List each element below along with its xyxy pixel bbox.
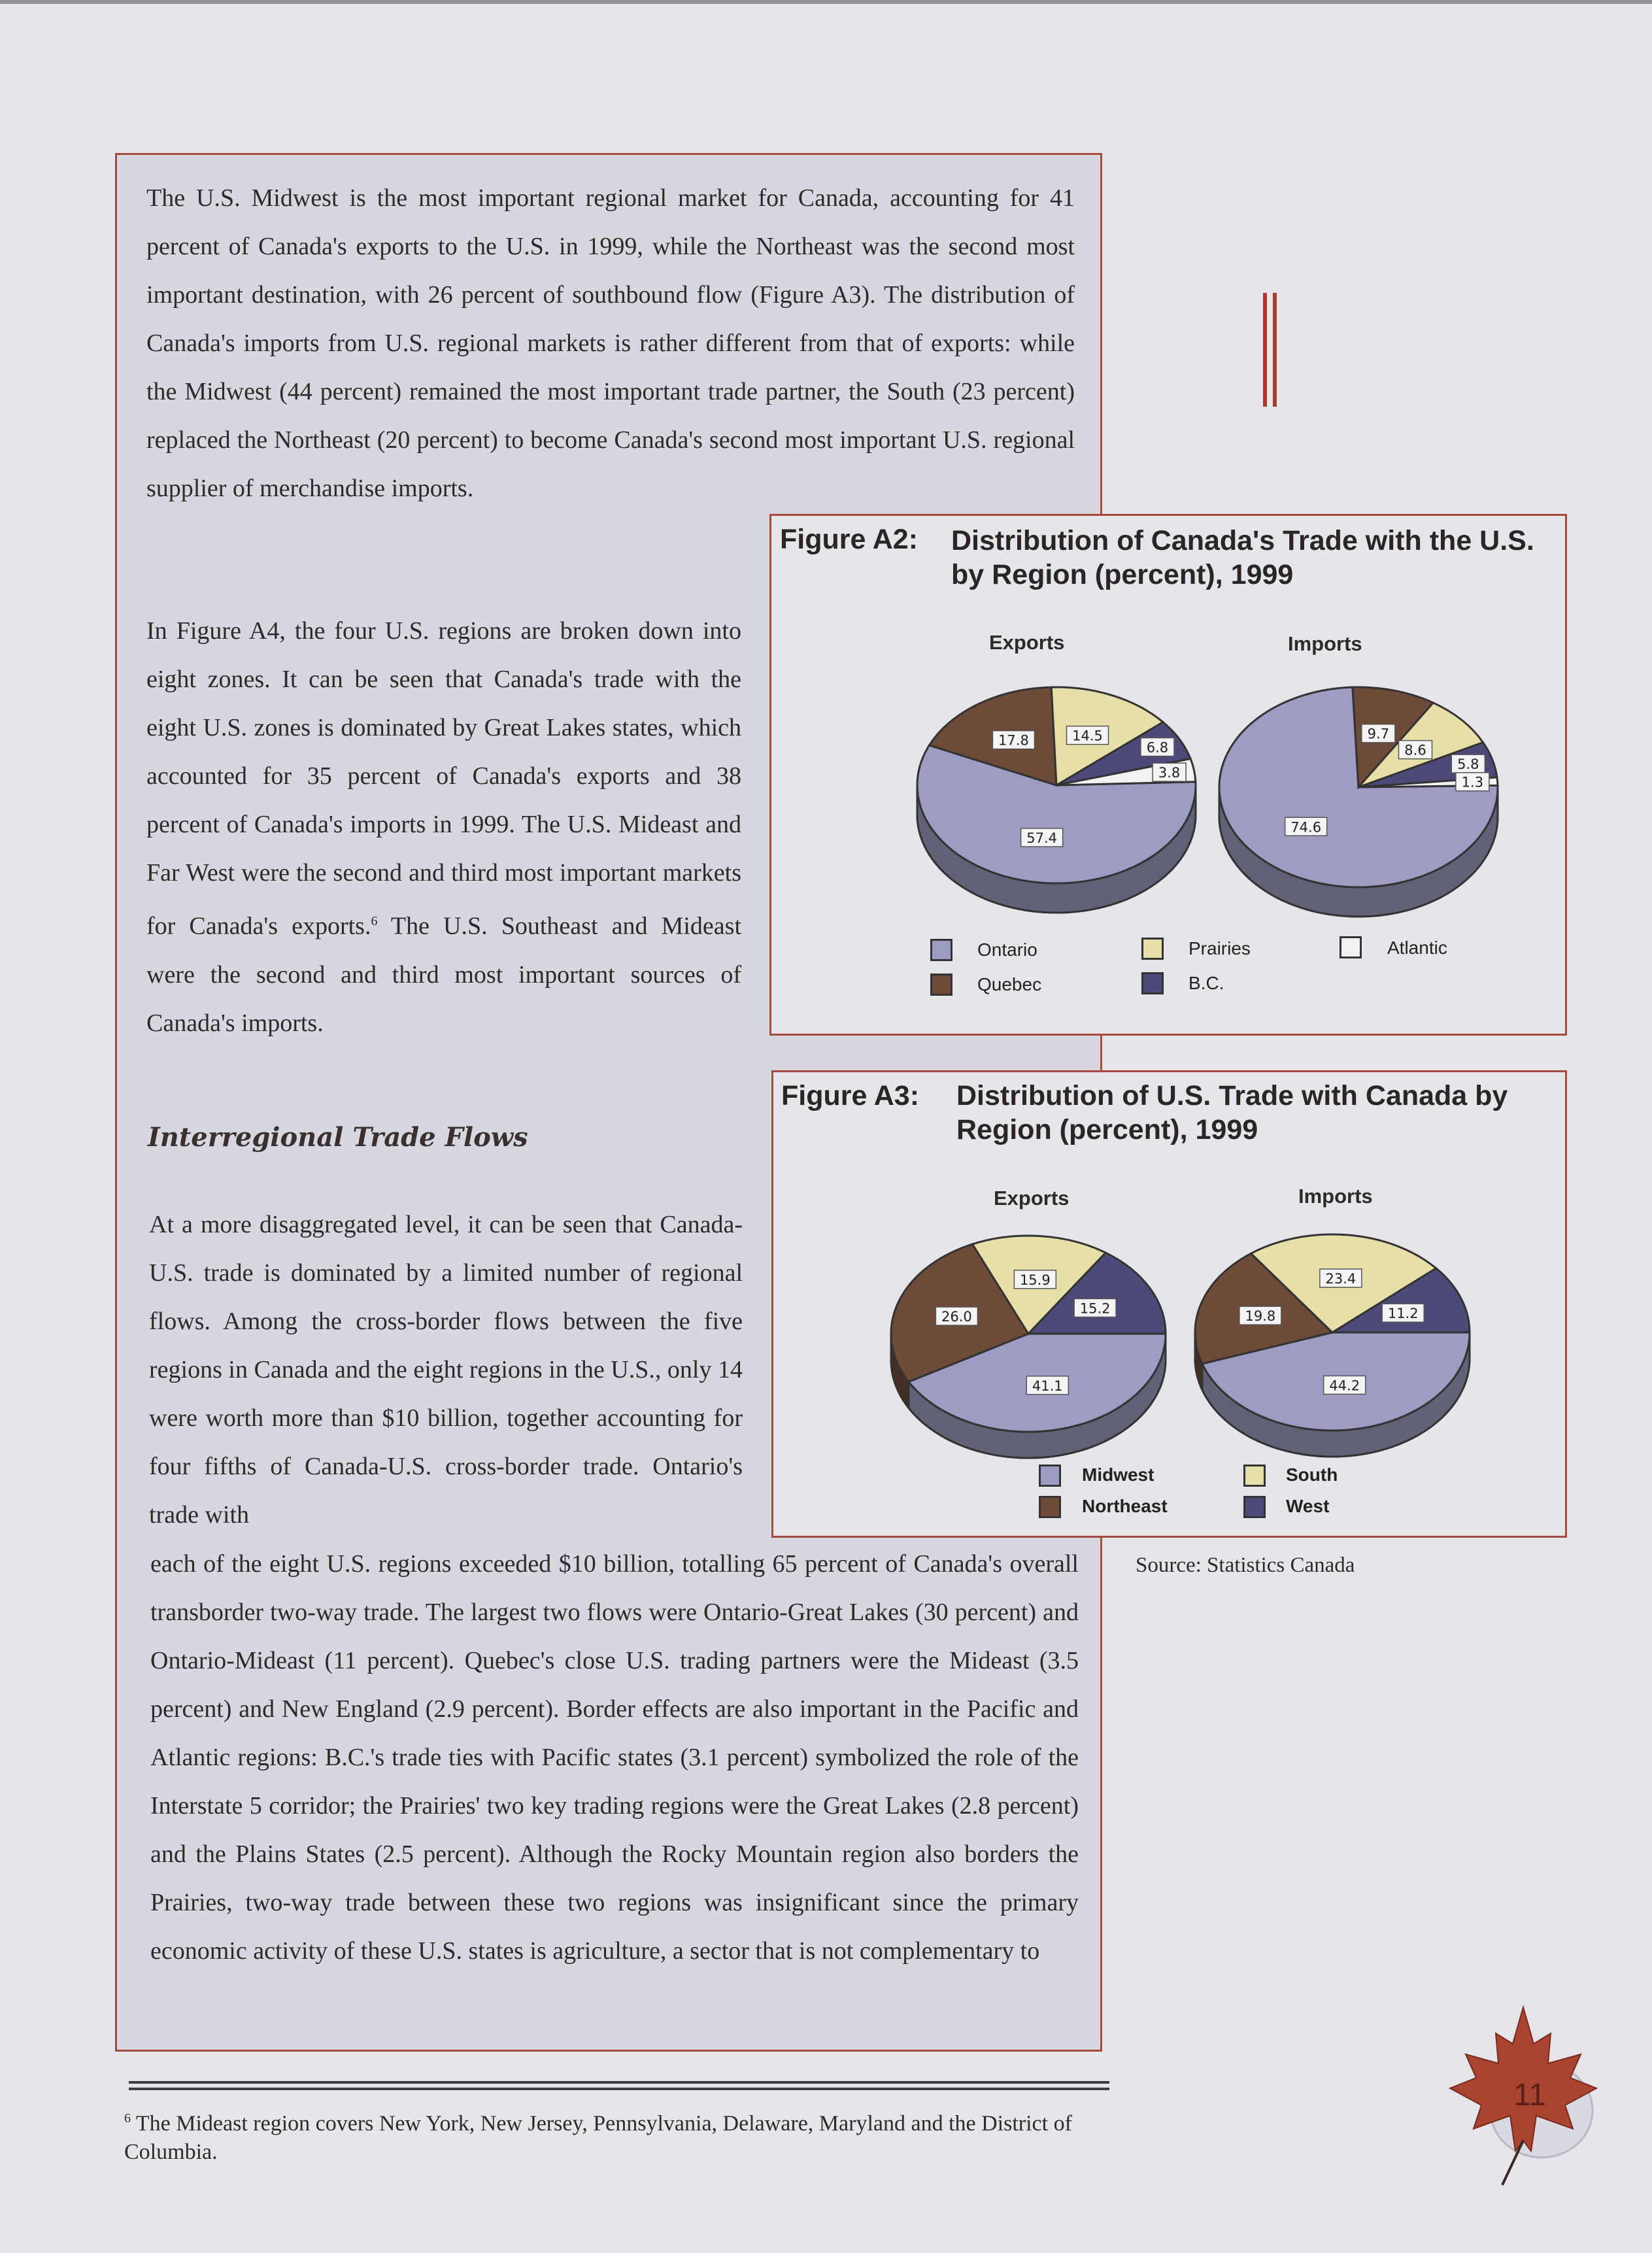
figure-a3-label: Figure A3: — [781, 1080, 920, 1111]
pie-label-bc: 5.8 — [1457, 756, 1479, 773]
legend-atlantic: Atlantic — [1387, 938, 1447, 958]
footnote-ref: 6 — [371, 914, 378, 928]
legend-swatch-south — [1243, 1465, 1266, 1487]
pie-label-northeast: 19.8 — [1245, 1308, 1276, 1325]
paragraph-figure-a4-tail: The U.S. Southeast and Mideast were the second and third most important sources of Canada's imports. — [146, 912, 741, 1037]
paragraph-midwest: The U.S. Midwest is the most important regional market for Canada, accounting for 41 percent of Canada's exports to the U.S. in 1999, while the Northeast was the second most important destination, with 26 percent of southbound flow (Figure A3). The distribution of Canada's imports from U.S. regional markets is rather different from that of exports: while the Midwest (44 percent) remained the most important trade partner, the South (23 percent) replaced the Northeast (20 percent) to become Canada's second most important U.S. regional supplier of merchandise imports. — [146, 184, 1075, 502]
pie-label-prairies: 8.6 — [1404, 742, 1426, 758]
figure-a3-exports-title: Exports — [994, 1187, 1070, 1210]
pie-label-ontario: 57.4 — [1026, 830, 1058, 846]
legend-swatch-atlantic — [1340, 936, 1362, 958]
section-heading: Interregional Trade Flows — [148, 1122, 528, 1153]
legend-swatch-ontario — [930, 939, 952, 961]
paragraph-interregional-cont: each of the eight U.S. regions exceeded $10 billion, totalling 65 percent of Canada's overall transborder two-way trade. The largest two flows were Ontario-Great Lakes (30 percent) and Ontario-Mideast (11 percent). Quebec's close U.S. trading partners were the Mideast (3.5 percent) and New England (2.9 percent). Border effects are also important in the Pacific and Atlantic regions: B.C.'s trade ties with Pacific states (3.1 percent) symbolized the role of the Interstate 5 corridor; the Prairies' two key trading regions were the Great Lakes (2.8 percent) and the Plains States (2.5 percent). Although the Rocky Mountain region also borders the Prairies, two-way trade between these two regions was insignificant since the primary economic activity of these U.S. states is agriculture, a sector that is not complementary to — [150, 1550, 1079, 1965]
decorative-bar-left — [1263, 293, 1267, 407]
source-note: Source: Statistics Canada — [1136, 1553, 1355, 1577]
maple-leaf-logo — [1425, 2001, 1621, 2197]
figure-a2-imports-title: Imports — [1288, 632, 1362, 655]
legend-swatch-quebec — [930, 974, 952, 996]
legend-swatch-midwest — [1039, 1465, 1061, 1487]
legend-bc: B.C. — [1188, 973, 1224, 993]
legend-swatch-prairies — [1141, 938, 1164, 960]
figure-a3-exports-pie — [773, 1072, 1565, 1536]
top-edge-line — [0, 0, 1652, 4]
figure-a3-panel — [771, 1070, 1567, 1538]
pie-label-midwest: 44.2 — [1329, 1378, 1360, 1394]
legend-swatch-west — [1243, 1496, 1266, 1518]
pie-label-south: 23.4 — [1325, 1271, 1357, 1287]
footnote-text: The Mideast region covers New York, New Jersey, Pennsylvania, Delaware, Maryland and the District of Columbia. — [124, 2111, 1072, 2165]
pie-label-northeast: 26.0 — [941, 1309, 972, 1325]
pie-label-quebec: 17.8 — [998, 732, 1029, 749]
pie-label-atlantic: 1.3 — [1461, 774, 1484, 790]
pie-group-0 — [917, 687, 1196, 913]
legend-ontario: Ontario — [977, 940, 1037, 960]
pie-group-2 — [891, 1236, 1166, 1458]
pie-label-midwest: 41.1 — [1032, 1378, 1063, 1394]
footnote-marker: 6 — [124, 2111, 131, 2126]
legend-northeast: Northeast — [1082, 1496, 1168, 1516]
figure-a3-imports-title: Imports — [1298, 1185, 1373, 1208]
paragraph-interregional: At a more disaggregated level, it can be seen that Canada-U.S. trade is dominated by a limited number of regional flows. Among the cross-border flows between the five regions in Canada and the eight regions in the U.S., only 14 were worth more than $10 billion, together accounting for four fifths of Canada-U.S. cross-border trade. Ontario's trade with — [149, 1211, 743, 1529]
pie-label-west: 15.2 — [1079, 1300, 1111, 1317]
pie-label-atlantic: 3.8 — [1158, 765, 1181, 781]
legend-quebec: Quebec — [977, 974, 1042, 994]
pie-label-west: 11.2 — [1387, 1306, 1419, 1322]
legend-swatch-bc — [1141, 972, 1164, 994]
legend-south: South — [1286, 1465, 1338, 1485]
legend-prairies: Prairies — [1188, 938, 1251, 958]
pie-label-south: 15.9 — [1019, 1272, 1051, 1288]
figure-a2-title: Distribution of Canada's Trade with the U.S. by Region (percent), 1999 — [951, 525, 1534, 590]
pie-label-ontario: 74.6 — [1290, 819, 1322, 836]
footnote — [124, 2104, 1105, 2167]
figure-a3-title: Distribution of U.S. Trade with Canada by Region (percent), 1999 — [956, 1080, 1508, 1145]
figure-a2-exports-title: Exports — [989, 631, 1065, 654]
footnote-rule-top — [129, 2081, 1109, 2084]
pie-label-prairies: 14.5 — [1072, 728, 1103, 744]
paragraph-figure-a4-text: In Figure A4, the four U.S. regions are broken down into eight zones. It can be seen that Canada's trade with the eight U.S. zones is dominated by Great Lakes states, which accounted for 35 percent of Canada's exports and 38 percent of Canada's imports in 1999. The U.S. Mideast and Far West were the second and third most important markets for Canada's exports. — [146, 617, 741, 940]
pie-label-bc: 6.8 — [1146, 739, 1169, 756]
figure-a2-label: Figure A2: — [780, 524, 919, 555]
pie-label-quebec: 9.7 — [1367, 726, 1390, 742]
figure-a2-panel — [769, 514, 1567, 1036]
footnote-rule-bottom — [129, 2088, 1109, 2090]
page-number: 11 — [1513, 2078, 1546, 2112]
pie-group-3 — [1195, 1234, 1470, 1457]
legend-midwest: Midwest — [1082, 1465, 1155, 1485]
legend-swatch-northeast — [1039, 1496, 1061, 1518]
decorative-bar-right — [1273, 293, 1277, 407]
paragraph-figure-a4 — [146, 607, 741, 1047]
pie-group-1 — [1219, 687, 1498, 917]
legend-west: West — [1286, 1496, 1330, 1516]
